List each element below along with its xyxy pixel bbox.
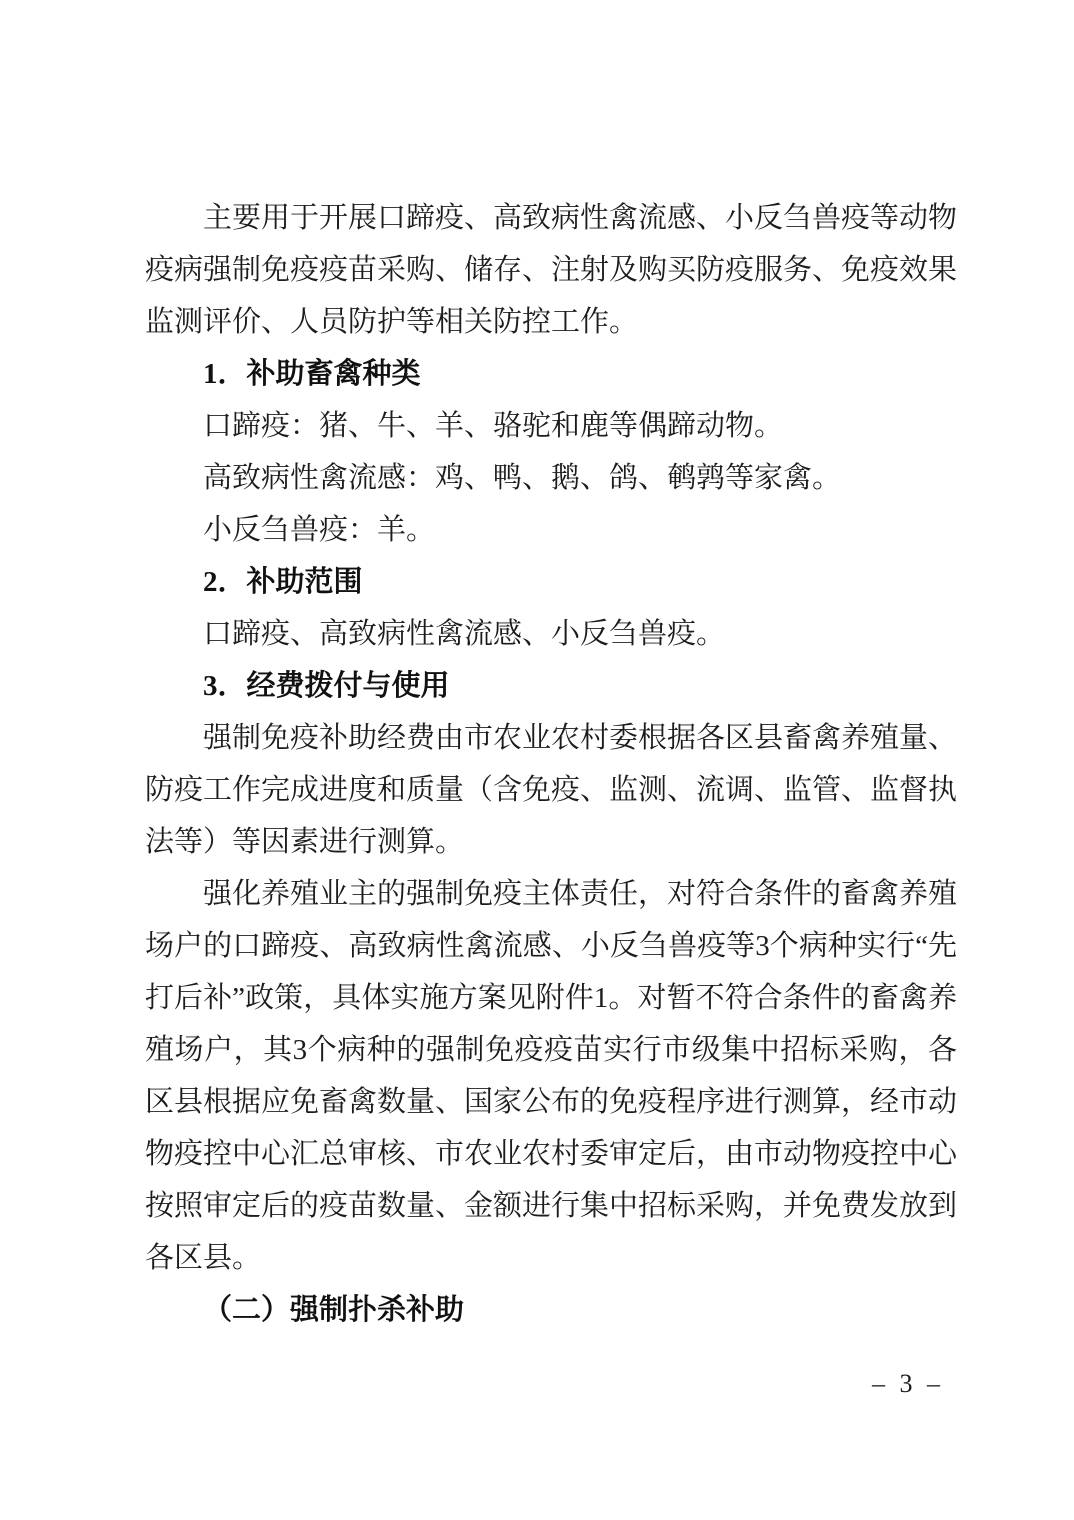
para-vaccination-responsibility: 强化养殖业主的强制免疫主体责任，对符合条件的畜禽养殖场户的口蹄疫、高致病性禽流感、小反刍兽疫等3个病种实行“先打后补”政策，具体实施方案见附件1。对暂不符合条件的畜禽养殖场户，其3个病种的强制免疫疫苗实行市级集中招标采购，各区县根据应免畜禽数量、国家公布的免疫程序进行测算，经市动物疫控中心汇总审核、市农业农村委审定后，由市动物疫控中心按照审定后的疫苗数量、金额进行集中招标采购，并免费发放到各区县。 bbox=[145, 878, 958, 1274]
line-fmd-animals: 口蹄疫：猪、牛、羊、骆驼和鹿等偶蹄动物。 bbox=[203, 410, 784, 442]
heading-3-funds-allocation-use: 3．经费拨付与使用 bbox=[203, 670, 450, 702]
heading-section-2-culling-subsidy: （二）强制扑杀补助 bbox=[203, 1294, 465, 1326]
line-avian-influenza-poultry: 高致病性禽流感：鸡、鸭、鹅、鸽、鹌鹑等家禽。 bbox=[203, 462, 842, 494]
page-number: – 3 – bbox=[872, 1369, 944, 1398]
document-body bbox=[145, 192, 957, 1336]
para-funds-calculation: 强制免疫补助经费由市农业农村委根据各区县畜禽养殖量、防疫工作完成进度和质量（含免疫、监测、流调、监管、监督执法等）等因素进行测算。 bbox=[145, 722, 958, 858]
line-subsidy-scope: 口蹄疫、高致病性禽流感、小反刍兽疫。 bbox=[203, 618, 726, 650]
heading-2-subsidy-scope: 2．补助范围 bbox=[203, 566, 363, 598]
intro-paragraph: 主要用于开展口蹄疫、高致病性禽流感、小反刍兽疫等动物疫病强制免疫疫苗采购、储存、注射及购买防疫服务、免疫效果监测评价、人员防护等相关防控工作。 bbox=[145, 202, 958, 338]
heading-1-subsidy-livestock-types: 1．补助畜禽种类 bbox=[203, 358, 421, 390]
line-ppr-sheep: 小反刍兽疫：羊。 bbox=[203, 514, 436, 546]
